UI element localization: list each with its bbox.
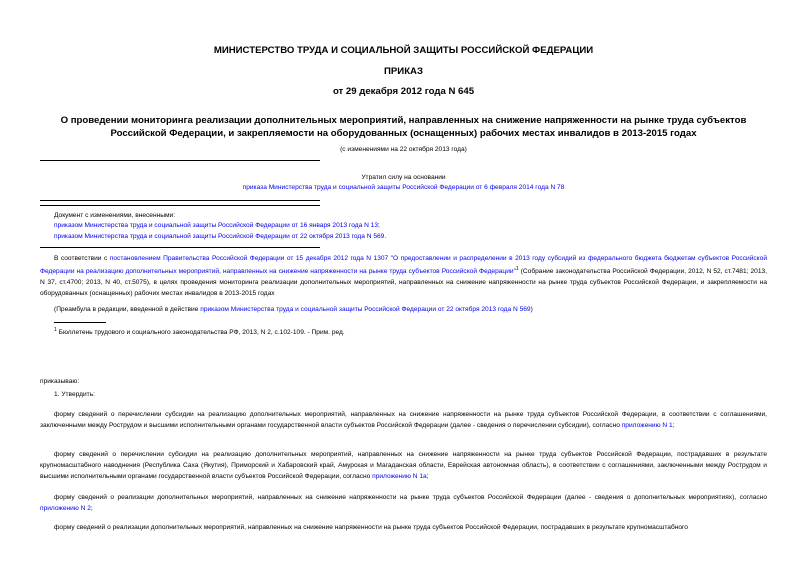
form-2a-text: форму сведений о реализации дополнительных мероприятий, направленных на снижение напряженности на рынке труда субъектов Российской Федерации, пострадавших в результате крупномасштабного xyxy=(54,524,688,531)
change-link[interactable]: приказом Министерства труда и социальной защиты Российской Федерации от 16 января 2013 года N 13; xyxy=(54,222,380,229)
form-1-paragraph xyxy=(40,409,767,431)
document-type: ПРИКАЗ xyxy=(384,66,423,77)
preamble-note-start: (Преамбула в редакции, введенной в действие xyxy=(54,306,199,313)
divider xyxy=(40,200,320,201)
form-1-text: форму сведений о перечислении субсидии на реализацию дополнительных мероприятий, направленных на снижение напряженности на рынке труда субъектов Российской Федерации, в соответствии с соглашениями, заключенными между Рострудом и высшими исполнительными органами государственной власти субъектов Российской Федерации (далее - сведения о перечислении субсидии), согласно xyxy=(40,411,767,429)
appendix-2-link[interactable]: приложению N 2 xyxy=(40,505,91,512)
item-1: 1. Утвердить: xyxy=(54,391,95,398)
form-2-paragraph xyxy=(40,492,767,514)
preamble-paragraph xyxy=(40,253,767,299)
appendix-1a-link[interactable]: приложению N 1а xyxy=(372,473,427,480)
footnote-mark: 1 xyxy=(54,327,57,333)
footnote-text: Бюллетень трудового и социального законодательства РФ, 2013, N 2, с.102-109. - Прим. ред. xyxy=(58,329,345,337)
preamble-start: В соответствии с xyxy=(54,255,108,262)
order-word: приказываю: xyxy=(40,378,80,385)
document-date-number: от 29 декабря 2012 года N 645 xyxy=(332,86,475,97)
changes-intro: Документ с изменениями, внесенными: xyxy=(54,212,176,219)
divider xyxy=(40,205,320,206)
form-1a-text: форму сведений о перечислении субсидии на реализацию дополнительных мероприятий, направленных на снижение напряженности на рынке труда субъектов Российской Федерации, пострадавших в результате крупномасштабного наводнения (Республика Саха (Якутия), Приморский и Хабаровский край, Амурская и Магаданская области, Еврейская автономная область), в соответствии с соглашениями, заключенными между Рострудом и высшими исполнительными органами государственной власти субъектов Российской Федерации, согласно xyxy=(40,451,767,480)
form-2-end: ; xyxy=(90,505,93,512)
preamble-note-end: ) xyxy=(530,306,533,313)
footnote xyxy=(54,327,345,336)
footnote-ref[interactable]: 1 xyxy=(515,266,519,272)
preamble-note xyxy=(54,306,533,313)
divider xyxy=(40,160,320,161)
amendments-note: (с изменениями на 22 октября 2013 года) xyxy=(340,146,467,153)
form-2a-paragraph xyxy=(40,522,767,534)
form-2-text: форму сведений о реализации дополнительных мероприятий, направленных на снижение напряженности на рынке труда субъектов Российской Федерации (далее - сведения о дополнительных мероприятиях), согласно xyxy=(54,494,767,501)
lost-force-link[interactable]: приказа Министерства труда и социальной защиты Российской Федерации от 6 февраля 2014 года N 78 xyxy=(242,184,565,191)
ministry-name: МИНИСТЕРСТВО ТРУДА И СОЦИАЛЬНОЙ ЗАЩИТЫ РОССИЙСКОЙ ФЕДЕРАЦИИ xyxy=(213,45,594,56)
government-decree-link[interactable]: постановлением Правительства Российской Федерации от 15 декабря 2012 года N 1307 "О предоставлении и распределении в 2013 году субсидий из федерального бюджета бюджетам субъектов Российской Федерации на реализацию дополнительных мероприятий, направленных на снижение напряженности на рынке труда субъектов Российской Федерации" xyxy=(40,255,767,276)
change-link[interactable]: приказом Министерства труда и социальной защиты Российской Федерации от 22 октября 2013 года N 569. xyxy=(54,233,387,240)
footnote-divider xyxy=(54,322,106,323)
divider xyxy=(40,247,320,248)
preamble-note-link[interactable]: приказом Министерства труда и социальной защиты Российской Федерации от 22 октября 2013 года N 569 xyxy=(200,306,531,313)
preamble-rest: (Собрание законодательства Российской Федерации, 2012, N 52, ст.7481; 2013, N 37, ст.4700; 2013, N 40, ст.5075), в целях проведения мониторинга реализации дополнительных мероприятий, направленных на снижение напряженности на рынке труда субъектов Российской Федерации, и закрепляемости на оборудованных (оснащенных) рабочих местах инвалидов в 2013-2015 годах xyxy=(40,268,767,298)
appendix-1-link[interactable]: приложению N 1 xyxy=(621,422,673,429)
lost-force-label: Утратил силу на основании xyxy=(361,174,446,181)
form-1a-paragraph xyxy=(40,449,767,482)
form-1a-end: ; xyxy=(426,473,429,480)
document-title: О проведении мониторинга реализации дополнительных мероприятий, направленных на снижение напряженности на рынке труда субъектов Российской Федерации, и закрепляемости на оборудованных (оснащенных) рабочих местах инвалидов в 2013-2015 годах xyxy=(60,115,747,139)
form-1-end: ; xyxy=(672,422,675,429)
